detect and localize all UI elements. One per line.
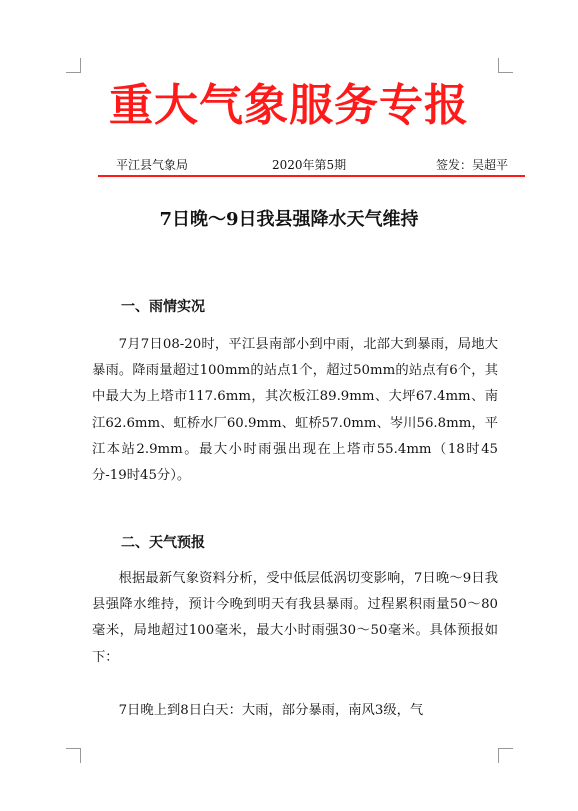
issue-info-line (104, 154, 516, 174)
crop-mark-bottom-left (66, 748, 81, 763)
paragraph-forecast: 根据最新气象资料分析，受中低层低涡切变影响，7日晚～9日我县强降水维持，预计今晚到明天有我县暴雨。过程累积雨量50～80毫米，局地超过100毫米，最大小时雨强30～50毫米。具体预报如下： (92, 571, 498, 665)
paragraph-rain-report: 7月7日08-20时，平江县南部小到中雨，北部大到暴雨，局地大暴雨。降雨量超过100mm的站点1个，超过50mm的站点有6个，其中最大为上塔市117.6mm，其次板江89.9mm、大坪67.4mm、南江62.6mm、虹桥水厂60.9mm、虹桥57.0mm、岑川56.8mm，平江本站2.9mm。最大小时雨强出现在上塔市55.4mm（18时45分-19时45分）。 (92, 337, 498, 484)
crop-mark-top-left (66, 58, 81, 73)
section-heading-rain-report: 一、雨情实况 (121, 299, 205, 315)
crop-mark-top-right (498, 58, 513, 73)
paragraph-forecast-detail: 7日晚上到8日白天：大雨，部分暴雨，南风3级，气 (118, 703, 424, 718)
crop-mark-bottom-right (498, 748, 513, 763)
section-heading-forecast: 二、天气预报 (121, 535, 205, 551)
masthead-title: 重大气象服务专报 (109, 80, 469, 131)
issue-number: 2020年第5期 (272, 158, 347, 172)
report-headline: 7日晚～9日我县强降水天气维持 (159, 209, 419, 230)
red-divider (98, 175, 525, 177)
department-name: 平江县气象局 (116, 158, 189, 172)
signer: 签发：吴超平 (435, 158, 508, 172)
